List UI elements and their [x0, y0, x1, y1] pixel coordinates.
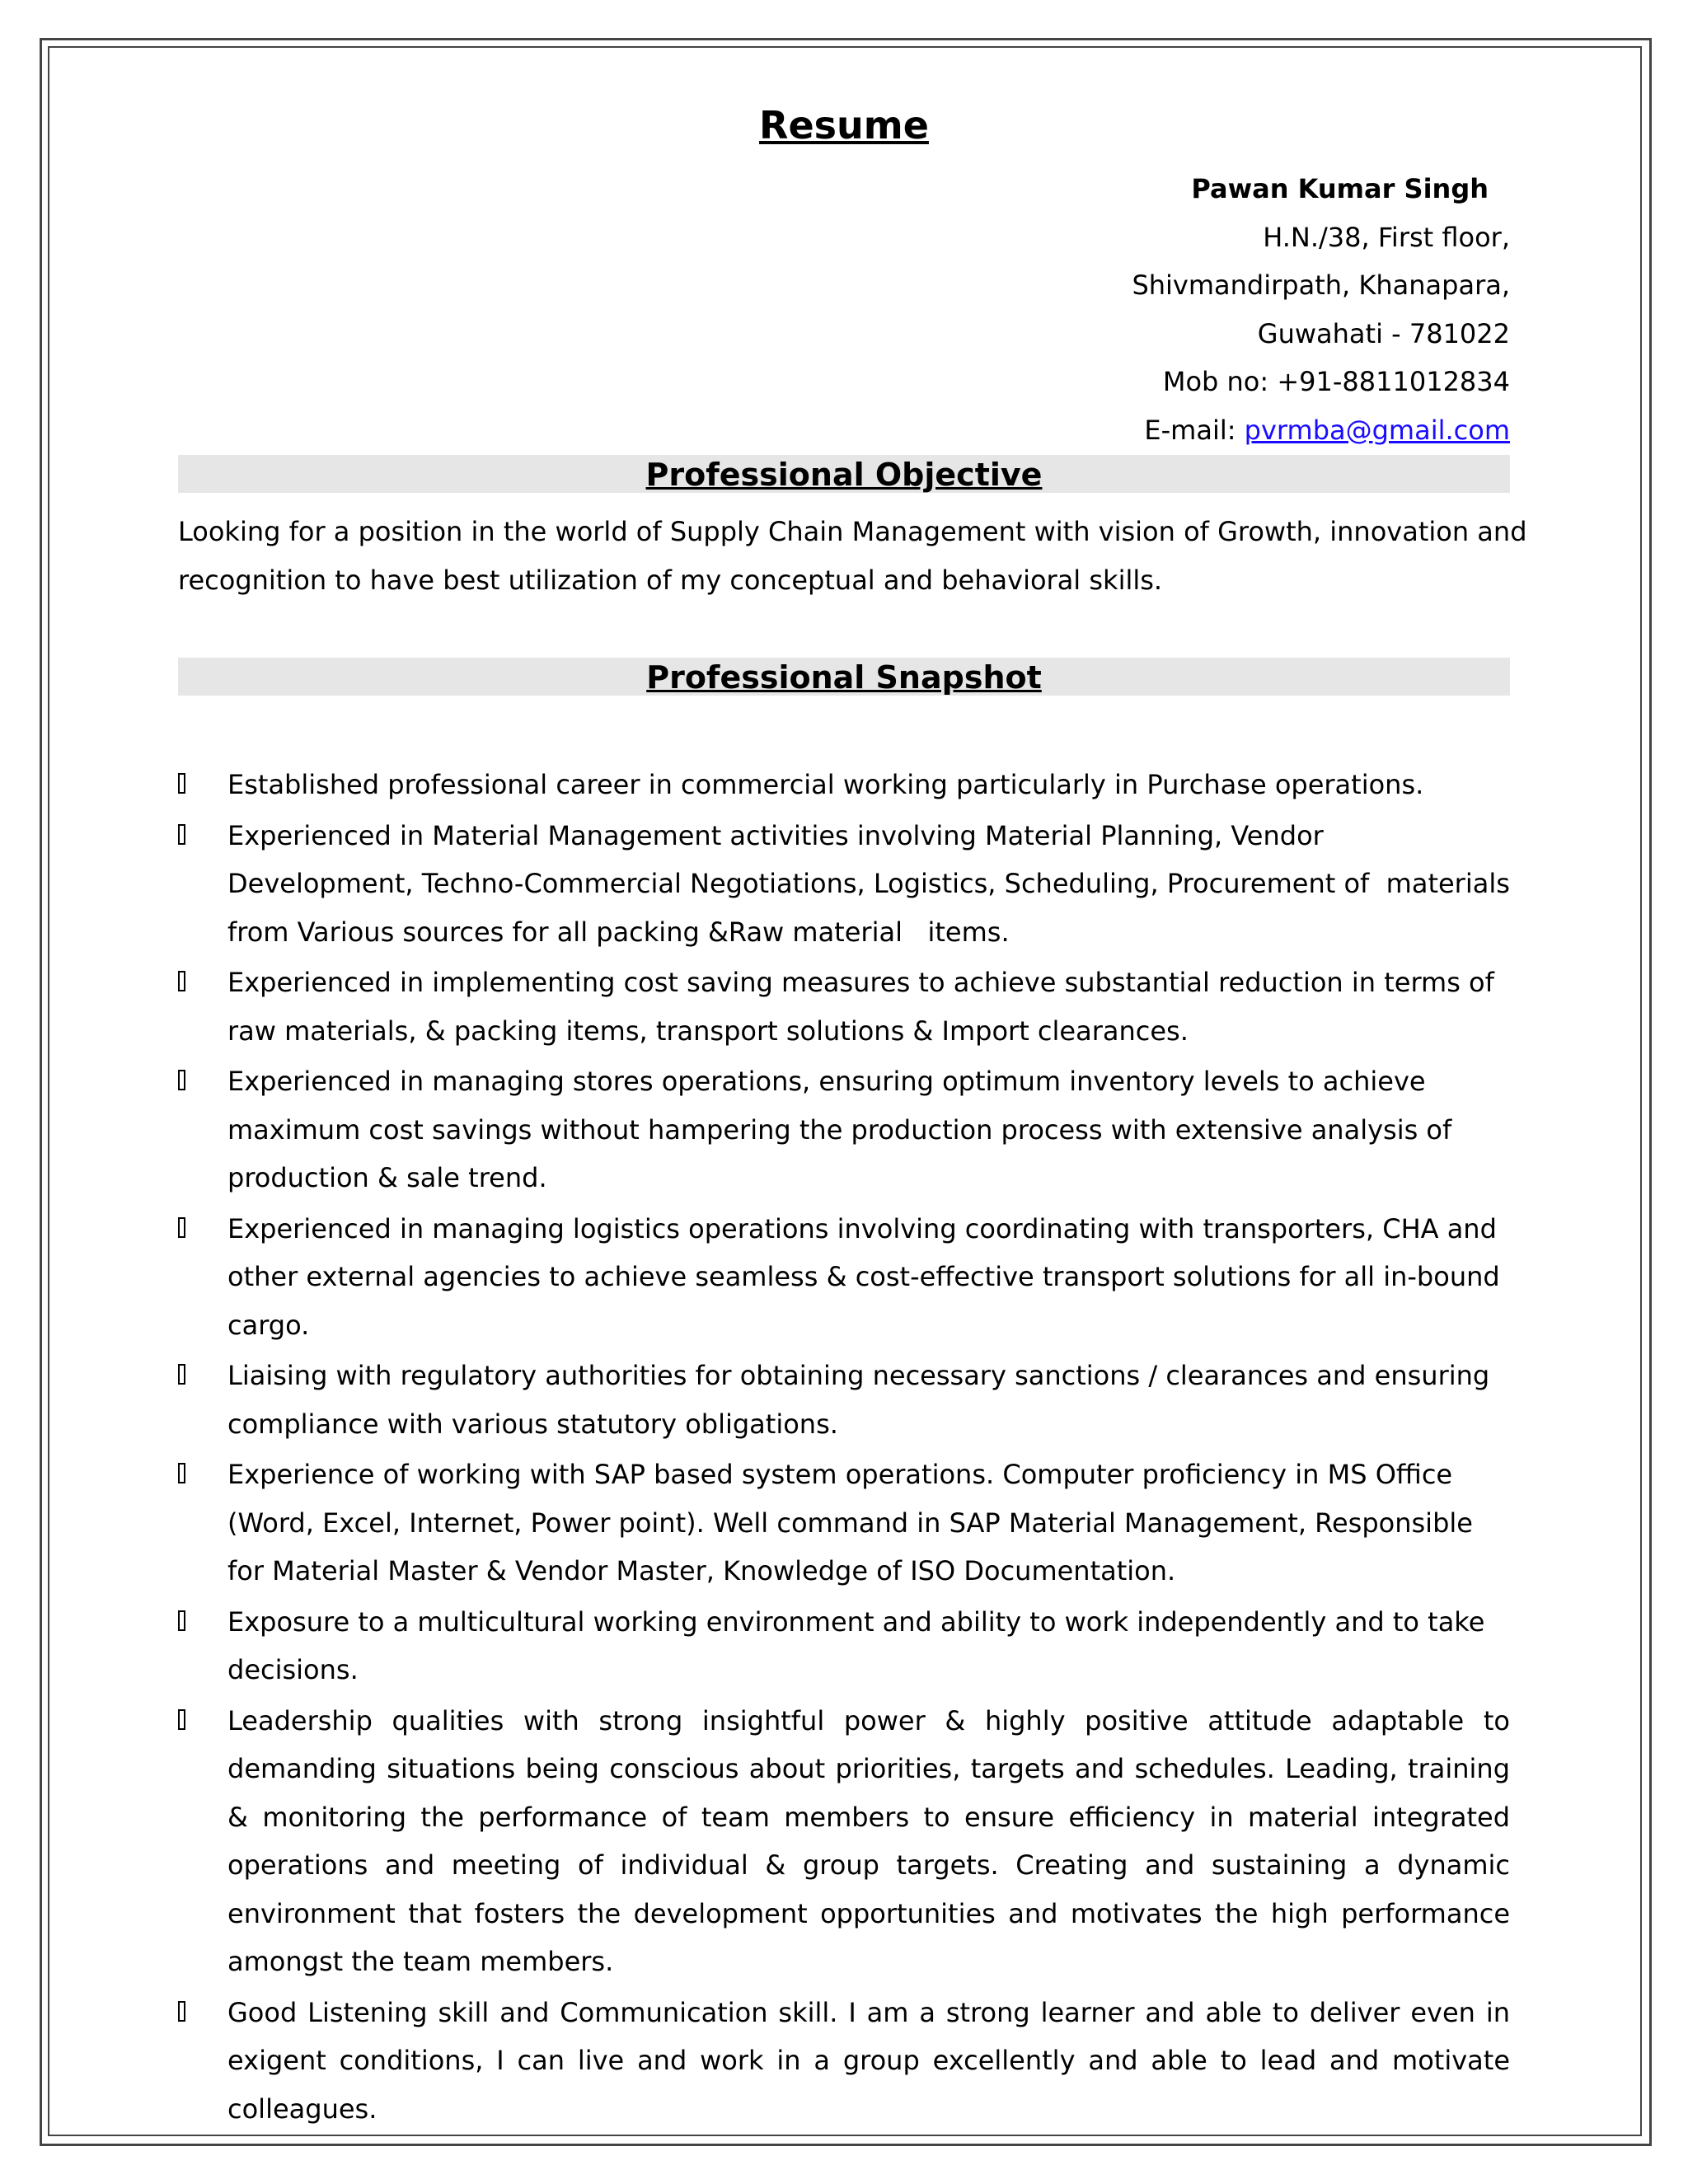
- page-title: Resume: [759, 103, 929, 148]
- bullet-box-icon: [178, 1217, 185, 1238]
- objective-text: Looking for a position in the world of Supply Chain Management with vision of Growth, innovation and recognition to have best utilization of my conceptual and behavioral skills.: [178, 516, 1527, 596]
- email-row: [1132, 406, 1510, 455]
- bullet-box-icon: [178, 773, 185, 794]
- bullet-box-icon: [178, 1364, 185, 1385]
- address-line-1: H.N./38, First floor,: [1263, 221, 1510, 253]
- bullet-box-icon: [178, 1070, 185, 1090]
- list-item: Experienced in Material Management activities involving Material Planning, Vendor Development, Techno-Commercial Negotiations, Logistics, Scheduling, Procurement of materials from Various sources for all packing &Raw material items.: [178, 812, 1510, 957]
- bullet-box-icon: [178, 971, 185, 991]
- email-label: E-mail:: [1144, 414, 1245, 446]
- bullet-box-icon: [178, 824, 185, 845]
- bullet-box-icon: [178, 1463, 185, 1483]
- bullet-box-icon: [178, 2001, 185, 2022]
- email-link[interactable]: pvrmba@gmail.com: [1244, 414, 1510, 446]
- list-item: Leadership qualities with strong insightful power & highly positive attitude adaptable to demanding situations being conscious about priorities, targets and schedules. Leading, training & monitoring the performance of team members to ensure efficiency in material integrated operations and meeting of individual & group targets. Creating and sustaining a dynamic environment that fosters the development opportunities and motivates the high performance amongst the team members.: [178, 1697, 1510, 1986]
- objective-heading: [178, 455, 1510, 493]
- list-item: Experienced in implementing cost saving measures to achieve substantial reduction in terms of raw materials, & packing items, transport solutions & Import clearances.: [178, 958, 1510, 1055]
- bullet-box-icon: [178, 1709, 185, 1730]
- snapshot-heading: [178, 658, 1510, 696]
- mobile-number: Mob no: +91-8811012834: [1162, 366, 1510, 397]
- list-item: Exposure to a multicultural working environment and ability to work independently and to take decisions.: [178, 1598, 1510, 1694]
- address-line-2: Shivmandirpath, Khanapara,: [1132, 269, 1510, 301]
- contact-block: [1132, 165, 1510, 454]
- objective-heading-text: Professional Objective: [645, 457, 1043, 493]
- address-line-3: Guwahati - 781022: [1257, 317, 1510, 349]
- snapshot-heading-text: Professional Snapshot: [646, 659, 1042, 696]
- applicant-name: Pawan Kumar Singh: [1191, 173, 1489, 204]
- list-item: Established professional career in commercial working particularly in Purchase operations.: [178, 761, 1510, 809]
- list-item: Liaising with regulatory authorities for obtaining necessary sanctions / clearances and ensuring compliance with various statutory obligations.: [178, 1352, 1510, 1448]
- snapshot-list: [178, 761, 1519, 2135]
- list-item: Experienced in managing logistics operations involving coordinating with transporters, CHA and other external agencies to achieve seamless & cost-effective transport solutions for all in-bound cargo.: [178, 1205, 1510, 1350]
- bullet-box-icon: [178, 1610, 185, 1631]
- list-item: Good Listening skill and Communication skill. I am a strong learner and able to deliver even in exigent conditions, I can live and work in a group excellently and able to lead and motivate colleagues.: [178, 1989, 1510, 2134]
- list-item: Experience of working with SAP based system operations. Computer proficiency in MS Office (Word, Excel, Internet, Power point). Well command in SAP Material Management, Responsible for Material Master & Vendor Master, Knowledge of ISO Documentation.: [178, 1451, 1510, 1596]
- list-item: Experienced in managing stores operations, ensuring optimum inventory levels to achieve maximum cost savings without hampering the production process with extensive analysis of production & sale trend.: [178, 1057, 1510, 1202]
